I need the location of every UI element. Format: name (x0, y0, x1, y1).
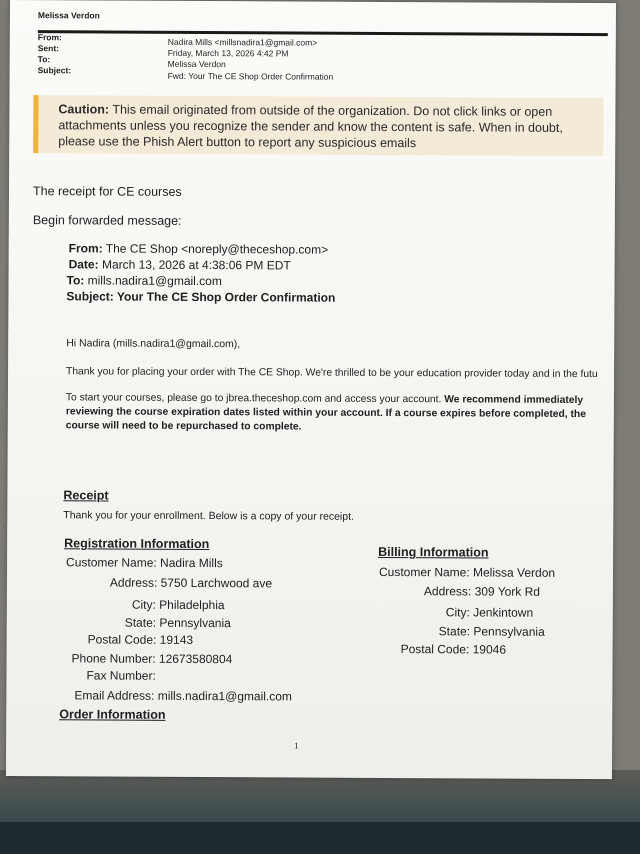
bill-postal: Postal Code: 19046 (400, 642, 507, 657)
fwd-from: From: The CE Shop <noreply@theceshop.com> (68, 241, 329, 257)
subject-label: Subject: (37, 65, 72, 76)
billing-heading: Billing Information (378, 544, 489, 560)
from-value: Nadira Mills <millsnadira1@gmail.com> (167, 36, 318, 48)
order-heading: Order Information (59, 707, 166, 722)
intro-text: The receipt for CE courses (32, 184, 182, 199)
sent-value: Friday, March 13, 2026 4:42 PM (167, 47, 289, 59)
fwd-to: To: mills.nadira1@gmail.com (66, 273, 222, 289)
page-number: 1 (294, 740, 299, 751)
caution-text (58, 101, 598, 152)
fwd-date: Date: March 13, 2026 at 4:38:06 PM EDT (68, 257, 291, 273)
subject-value: Fwd: Your The CE Shop Order Confirmation (167, 70, 334, 82)
printed-email-page (6, 0, 616, 779)
caution-body: This email originated from outside of the organization. Do not click links or open attachments unless you recognize the sender and know the content is safe. When in doubt, please use the Phish Alert button to report any suspicious emails (58, 102, 563, 151)
reg-phone: Phone Number: 12673580804 (71, 651, 233, 667)
bill-customer-name: Customer Name: Melissa Verdon (378, 564, 556, 580)
thanks-line: Thank you for placing your order with The CE Shop. We're thrilled to be your education provider today and in the futu (66, 366, 598, 381)
greeting: Hi Nadira (mills.nadira1@gmail.com), (66, 337, 241, 351)
start-instructions: To start your courses, please go to jbrea.theceshop.com and access your account. We recommend immediately reviewing the course expiration dates listed within your account. If a course expires before completed, the course will need to be repurchased to complete. (65, 392, 587, 433)
reg-fax: Fax Number: (86, 668, 156, 683)
receipt-subtext: Thank you for your enrollment. Below is a copy of your receipt. (63, 509, 354, 523)
registration-heading: Registration Information (64, 536, 210, 552)
reg-email: Email Address: mills.nadira1@gmail.com (74, 688, 292, 704)
sent-label: Sent: (37, 43, 60, 54)
reg-state: State: Pennsylvania (124, 615, 231, 631)
reg-postal: Postal Code: 19143 (87, 632, 194, 647)
header-rule (38, 30, 608, 36)
bill-state: State: Pennsylvania (438, 624, 545, 639)
reg-customer-name: Customer Name: Nadira Mills (66, 555, 223, 571)
begin-forwarded: Begin forwarded message: (32, 213, 182, 228)
desk-edge (0, 822, 640, 854)
reg-address: Address: 5750 Larchwood ave (109, 575, 273, 591)
caution-banner (33, 95, 603, 156)
from-label: From: (37, 32, 62, 43)
bill-address: Address: 309 York Rd (423, 584, 541, 599)
reg-city: City: Philadelphia (131, 597, 225, 613)
caution-label: Caution: (58, 102, 110, 117)
fwd-subject: Subject: Your The CE Shop Order Confirmation (66, 289, 336, 305)
to-value: Melissa Verdon (167, 58, 226, 70)
sender-name: Melissa Verdon (37, 10, 100, 21)
receipt-heading: Receipt (63, 488, 109, 503)
to-label: To: (37, 54, 51, 65)
bill-city: City: Jenkintown (445, 605, 534, 620)
